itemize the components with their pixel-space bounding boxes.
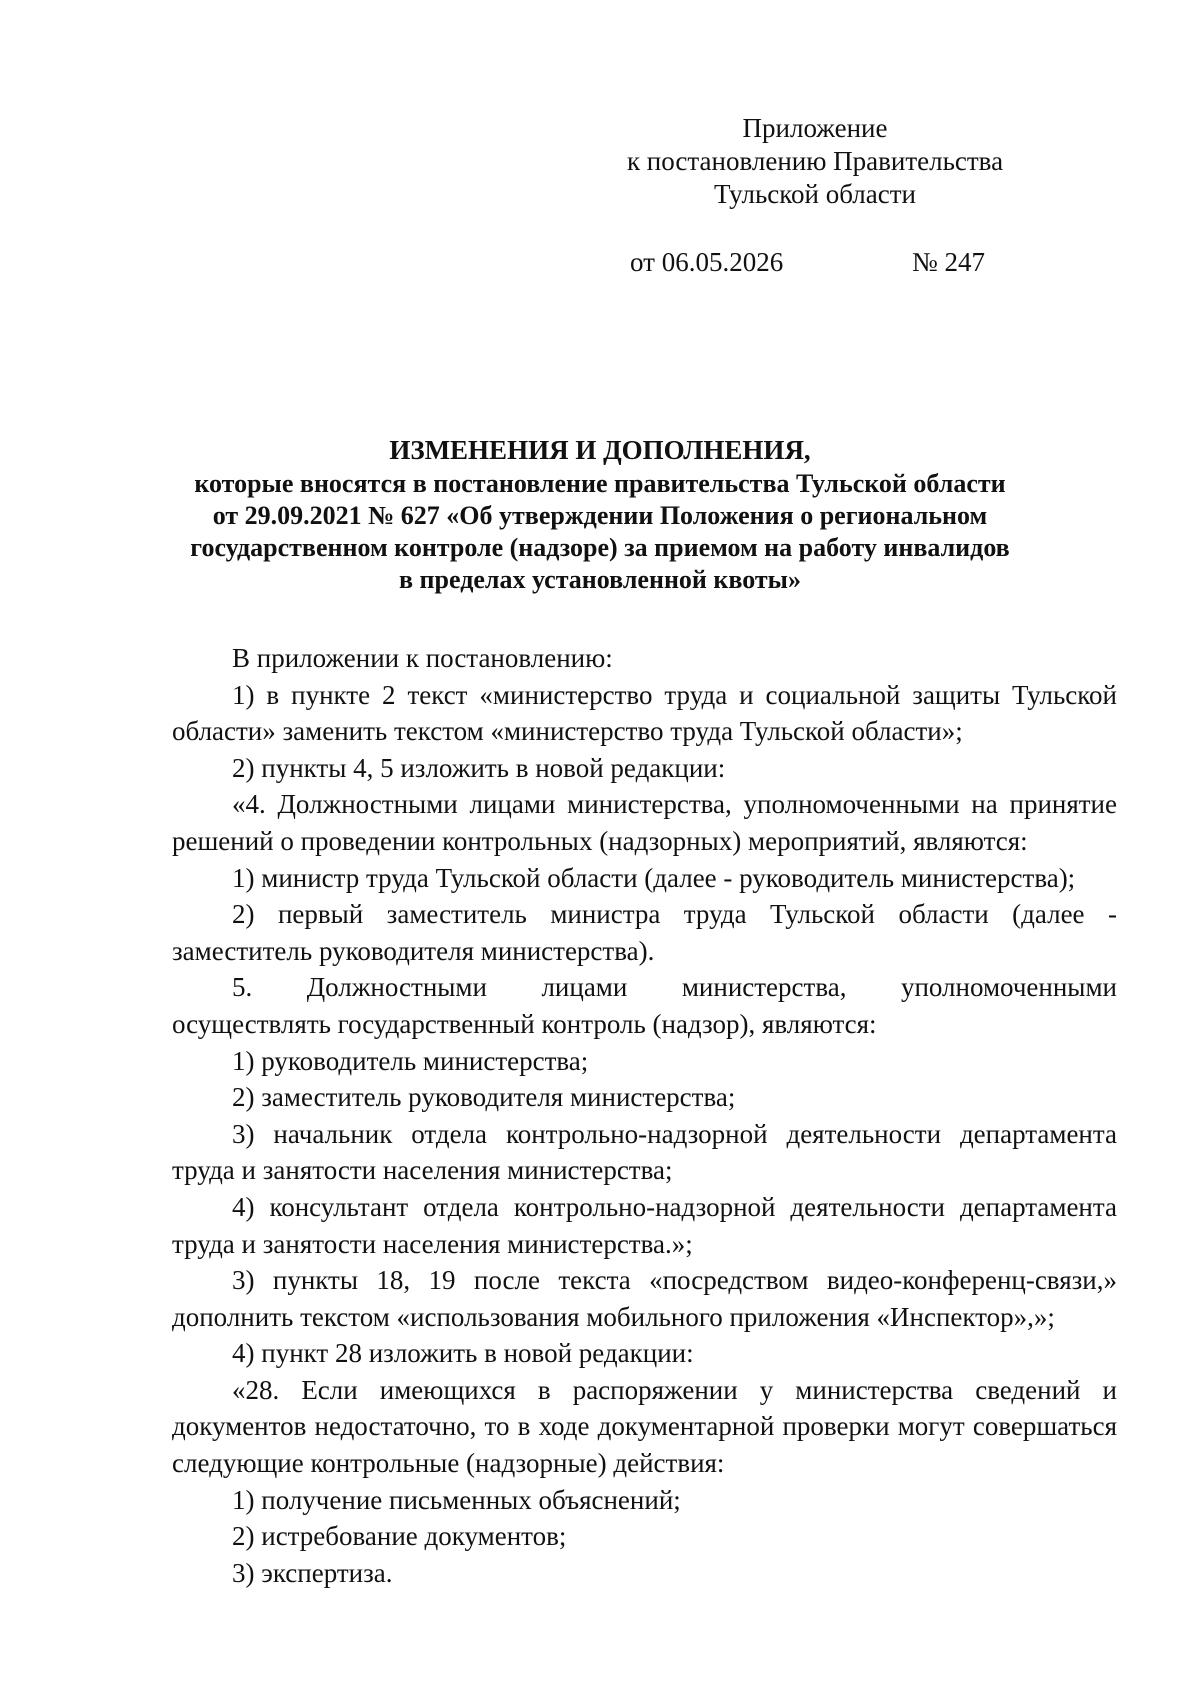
paragraph-point-5-sub-3: 3) начальник отдела контрольно-надзорной деятельности департамента труда и занятости населения министерства;	[172, 1118, 1117, 1186]
document-body	[172, 640, 1117, 1591]
point-5-word: 5.	[232, 972, 253, 1003]
point-5-word: министерства,	[681, 972, 847, 1003]
appendix-reference: к постановлению Правительства	[626, 146, 1004, 176]
paragraph-point-28-sub-1: 1) получение письменных объяснений;	[232, 1484, 681, 1515]
paragraph-point-4: «4. Должностными лицами министерства, уполномоченными на принятие решений о проведении контрольных (надзорных) мероприятий, являются:	[172, 789, 1117, 856]
paragraph-point-5-sub-2: 2) заместитель руководителя министерства;	[232, 1082, 736, 1113]
point-5-word: лицами	[541, 972, 628, 1003]
paragraph-item-3: 3) пункты 18, 19 после текста «посредством видео-конференц-связи,» дополнить текстом «использования мобильного приложения «Инспектор»,»;	[172, 1265, 1117, 1332]
paragraph-point-5-sub-4: 4) консультант отдела контрольно-надзорной деятельности департамента труда и занятости населения министерства.»;	[172, 1191, 1117, 1259]
appendix-header	[600, 112, 1030, 211]
paragraph-point-4-sub-1: 1) министр труда Тульской области (далее - руководитель министерства);	[232, 862, 1076, 893]
appendix-region: Тульской области	[714, 179, 916, 209]
paragraph-item-2: 2) пункты 4, 5 изложить в новой редакции:	[232, 752, 726, 783]
point-5-word: Должностными	[306, 972, 487, 1003]
paragraph-item-1: 1) в пункте 2 текст «министерство труда и социальной защиты Тульской области» заменить текстом «министерство труда Тульской области»;	[172, 679, 1117, 747]
paragraph-point-28-sub-3: 3) экспертиза.	[232, 1557, 393, 1588]
paragraph-point-28: «28. Если имеющихся в распоряжении у министерства сведений и документов недостаточно, то в ходе документарной проверки могут совершаться следующие контрольные (надзорные) действия:	[172, 1374, 1117, 1479]
paragraph-point-4-sub-2: 2) первый заместитель министра труда Тульской области (далее - заместитель руководителя министерства).	[172, 899, 1117, 966]
paragraph-point-5-sub-1: 1) руководитель министерства;	[232, 1045, 589, 1076]
resolution-date: от 06.05.2026	[630, 247, 784, 277]
paragraph-point-5-continuation: осуществлять государственный контроль (надзор), являются:	[172, 1008, 877, 1039]
appendix-label: Приложение	[742, 113, 888, 143]
title-line-3: государственном контроле (надзоре) за приемом на работу инвалидов	[190, 533, 1010, 562]
point-5-word: уполномоченными	[900, 972, 1117, 1003]
paragraph-point-28-sub-2: 2) истребование документов;	[232, 1521, 567, 1552]
paragraph-point-5-first-line	[172, 969, 1117, 1006]
title-line-1: которые вносятся в постановление правительства Тульской области	[194, 469, 1006, 498]
title-line-2: от 29.09.2021 № 627 «Об утверждении Положения о региональном	[212, 501, 988, 530]
paragraph-item-4: 4) пункт 28 изложить в новой редакции:	[232, 1338, 694, 1369]
resolution-number: № 247	[912, 247, 986, 277]
title-heading: ИЗМЕНЕНИЯ И ДОПОЛНЕНИЯ,	[389, 435, 811, 465]
paragraph-intro: В приложении к постановлению:	[232, 643, 613, 673]
title-line-4: в пределах установленной квоты»	[399, 565, 801, 594]
document-title	[150, 434, 1050, 596]
